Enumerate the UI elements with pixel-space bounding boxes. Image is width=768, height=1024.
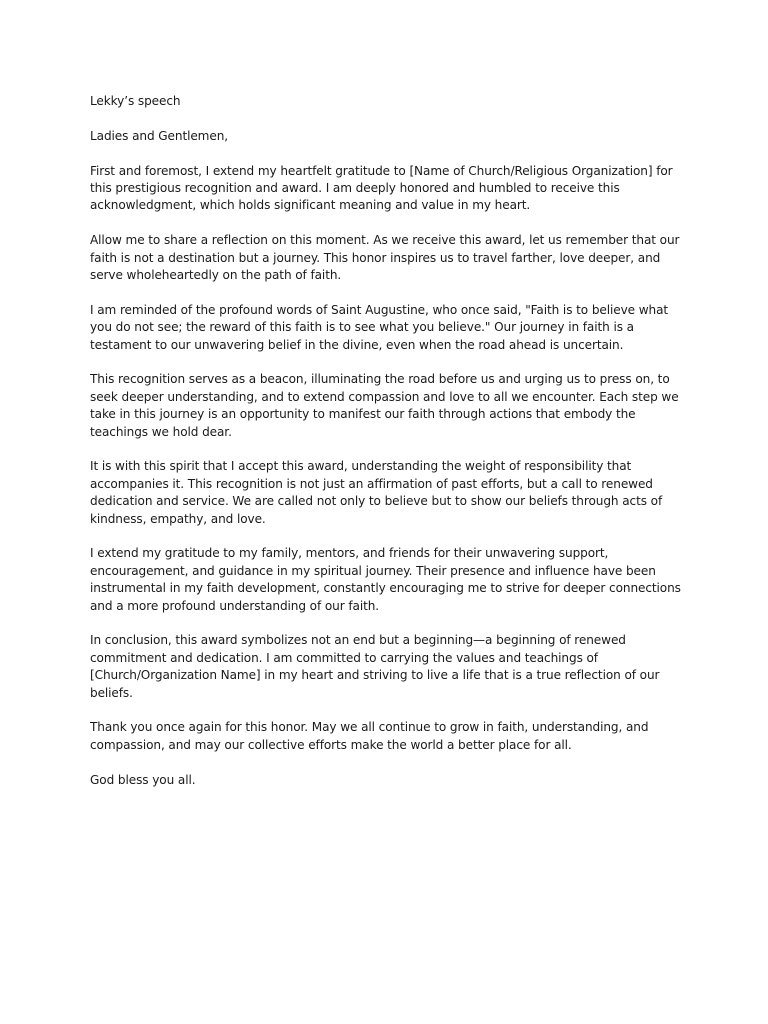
paragraph-augustine-quote: I am reminded of the profound words of Saint Augustine, who once said, "Faith is to believe what you do not see; the reward of this faith is to see what you believe." Our journey in faith is a testament to our unwavering belief in the divine, even when the road ahead is uncertain. <box>90 302 669 352</box>
paragraph-gratitude: First and foremost, I extend my heartfelt gratitude to [Name of Church/Religious Organization] for this prestigious recognition and award. I am deeply honored and humbled to receive this acknowledgment, which holds significant meaning and value in my heart. <box>90 163 673 213</box>
paragraph-acceptance: It is with this spirit that I accept this award, understanding the weight of responsibility that accompanies it. This recognition is not just an affirmation of past efforts, but a call to renewed dedication and service. We are called not only to believe but to show our beliefs through acts of kindness, empathy, and love. <box>90 459 663 526</box>
paragraph-reflection: Allow me to share a reflection on this moment. As we receive this award, let us remember that our faith is not a destination but a journey. This honor inspires us to travel farther, love deeper, and serve wholeheartedly on the path of faith. <box>90 233 680 283</box>
document-body <box>90 93 684 806</box>
closing-line: God bless you all. <box>90 772 196 787</box>
document-title: Lekky’s speech <box>90 94 181 108</box>
paragraph-thank-you: Thank you once again for this honor. May we all continue to grow in faith, understanding, and compassion, and may our collective efforts make the world a better place for all. <box>90 720 649 752</box>
paragraph-thanks-family: I extend my gratitude to my family, mentors, and friends for their unwavering support, encouragement, and guidance in my spiritual journey. Their presence and influence have been instrumental in my faith development, constantly encouraging me to strive for deeper connections and a more profound understanding of our faith. <box>90 546 681 613</box>
salutation: Ladies and Gentlemen, <box>90 128 229 143</box>
paragraph-beacon: This recognition serves as a beacon, illuminating the road before us and urging us to press on, to seek deeper understanding, and to extend compassion and love to all we encounter. Each step we take in this journey is an opportunity to manifest our faith through actions that embody the teachings we hold dear. <box>90 372 679 439</box>
paragraph-conclusion: In conclusion, this award symbolizes not an end but a beginning—a beginning of renewed commitment and dedication. I am committed to carrying the values and teachings of [Church/Organization Name] in my heart and striving to live a life that is a true reflection of our beliefs. <box>90 633 660 700</box>
